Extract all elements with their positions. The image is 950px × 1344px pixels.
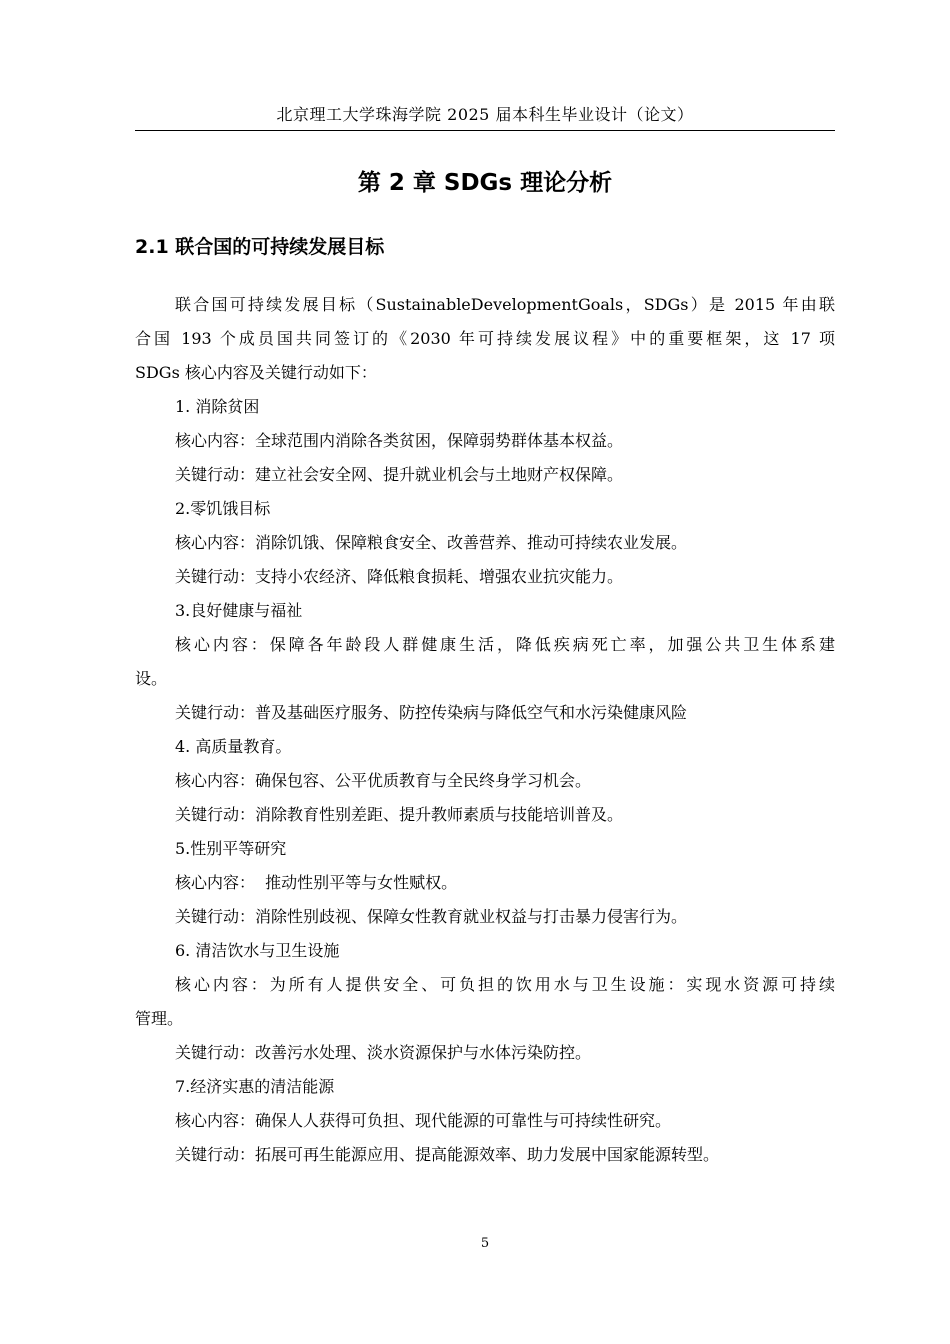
goal-core: 核心内容：全球范围内消除各类贫困，保障弱势群体基本权益。 (175, 431, 624, 450)
goal-heading: 3.良好健康与福祉 (175, 601, 303, 620)
goal-core: 核心内容：确保人人获得可负担、现代能源的可靠性与可持续性研究。 (175, 1111, 672, 1130)
goal-action: 关键行动：消除教育性别差距、提升教师素质与技能培训普及。 (175, 805, 624, 824)
intro-line: SDGs 核心内容及关键行动如下： (135, 363, 377, 382)
goal-action: 关键行动：改善污水处理、淡水资源保护与水体污染防控。 (175, 1043, 592, 1062)
goal-core: 核心内容：为所有人提供安全、可负担的饮用水与卫生设施：实现水资源可持续 (175, 975, 835, 994)
goal-heading: 1. 消除贫困 (175, 397, 260, 416)
intro-line: 合国 193 个成员国共同签订的《2030 年可持续发展议程》中的重要框架，这 17 项 (135, 329, 835, 348)
goal-action: 关键行动：普及基础医疗服务、防控传染病与降低空气和水污染健康风险 (175, 703, 688, 722)
goal-core: 核心内容：确保包容、公平优质教育与全民终身学习机会。 (175, 771, 592, 790)
goal-heading: 5.性别平等研究 (175, 839, 287, 858)
goal-heading: 6. 清洁饮水与卫生设施 (175, 941, 340, 960)
goal-action: 关键行动：拓展可再生能源应用、提高能源效率、助力发展中国家能源转型。 (175, 1145, 720, 1164)
goal-core: 核心内容：消除饥饿、保障粮食安全、改善营养、推动可持续农业发展。 (175, 533, 688, 552)
chapter-title: 第 2 章 SDGs 理论分析 (357, 170, 613, 196)
goal-heading: 2.零饥饿目标 (175, 499, 271, 518)
goal-core: 核心内容：保障各年龄段人群健康生活，降低疾病死亡率，加强公共卫生体系建 (175, 635, 835, 654)
page-number: 5 (480, 1236, 490, 1251)
goal-heading: 4. 高质量教育。 (175, 737, 292, 756)
goal-core: 核心内容： 推动性别平等与女性赋权。 (175, 873, 458, 892)
header-rule (135, 130, 835, 131)
goal-action: 关键行动：支持小农经济、降低粮食损耗、增强农业抗灾能力。 (175, 567, 624, 586)
goal-action: 关键行动：消除性别歧视、保障女性教育就业权益与打击暴力侵害行为。 (175, 907, 688, 926)
intro-line: 联合国可持续发展目标（SustainableDevelopmentGoals，SDGs）是 2015 年由联 (175, 295, 835, 314)
goal-heading: 7.经济实惠的清洁能源 (175, 1077, 335, 1096)
goal-core-continued: 管理。 (135, 1009, 184, 1028)
goal-action: 关键行动：建立社会安全网、提升就业机会与土地财产权保障。 (175, 465, 624, 484)
page-header: 北京理工大学珠海学院 2025 届本科生毕业设计（论文） (276, 105, 694, 124)
body-text (135, 288, 835, 1172)
section-title: 2.1 联合国的可持续发展目标 (135, 236, 385, 258)
goal-core-continued: 设。 (135, 669, 168, 688)
